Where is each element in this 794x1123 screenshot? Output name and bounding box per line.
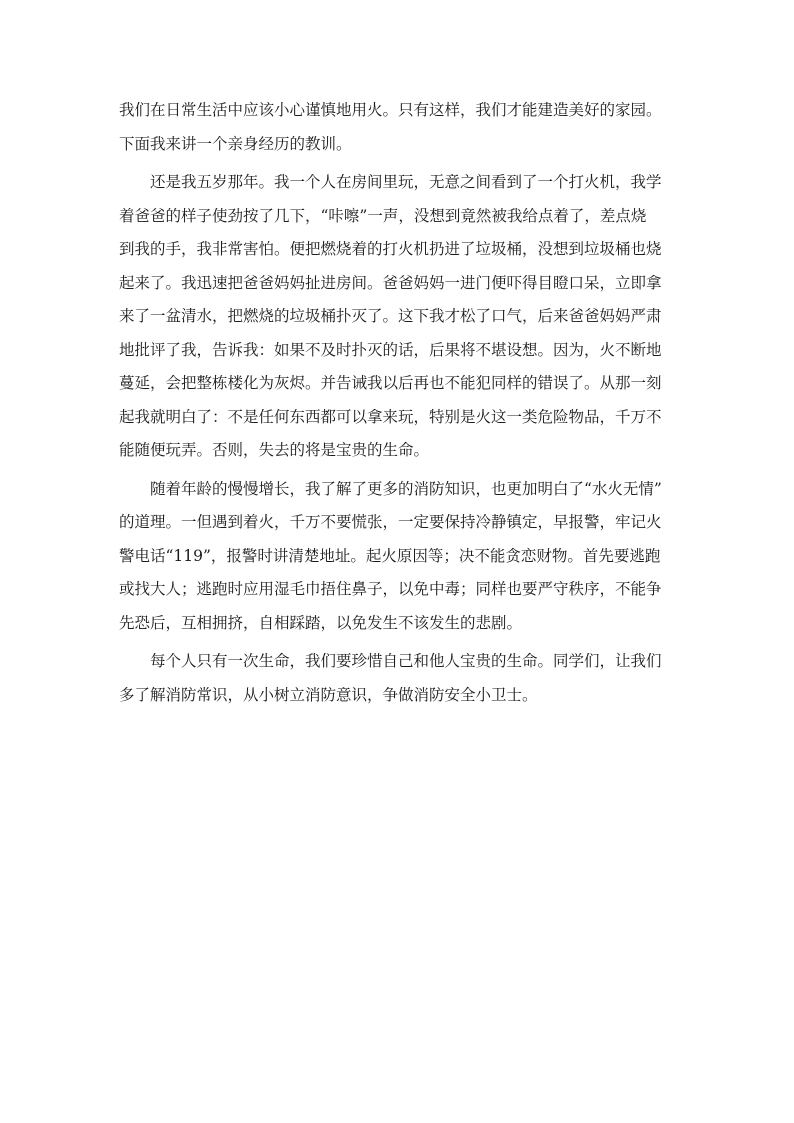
text-line: 还是我五岁那年。我一个人在房间里玩，无意之间看到了一个打火机，我学 [150,173,662,191]
text-line: 能随便玩弄。否则，失去的将是宝贵的生命。 [119,441,430,459]
text-line: 地批评了我，告诉我：如果不及时扑灭的话，后果将不堪设想。因为，火不断地 [119,340,662,359]
paragraph-3 [119,473,679,641]
text-line: 每个人只有一次生命，我们要珍惜自己和他人宝贵的生命。同学们，让我们 [150,652,662,670]
text-line: 蔓延，会把整栋楼化为灰烬。并告诫我以后再也不能犯同样的错误了。从那一刻 [119,374,662,392]
document-page [119,94,679,712]
text-line: 先恐后，互相拥挤，自相踩踏，以免发生不该发生的悲剧。 [119,613,523,632]
text-line: 随着年龄的慢慢增长，我了解了更多的消防知识，也更加明白了“水火无情” [150,479,662,498]
text-line: 的道理。一但遇到着火，千万不要慌张，一定要保持冷静镇定，早报警，牢记火 [119,513,662,531]
text-line: 或找大人；逃跑时应用湿毛巾捂住鼻子，以免中毒；同样也要严守秩序，不能争 [119,580,662,598]
text-line: 多了解消防常识，从小树立消防意识，争做消防安全小卫士。 [119,685,538,704]
text-line: 起我就明白了：不是任何东西都可以拿来玩，特别是火这一类危险物品，千万不 [119,407,662,426]
text-line: 下面我来讲一个亲身经历的教训。 [119,134,352,153]
text-line: 到我的手，我非常害怕。便把燃烧着的打火机扔进了垃圾桶，没想到垃圾桶也烧 [119,240,662,258]
text-line: 着爸爸的样子使劲按了几下，“咔嚓”一声，没想到竟然被我给点着了，差点烧 [119,206,647,225]
paragraph-1 [119,94,679,161]
paragraph-4 [119,645,679,712]
paragraph-2 [119,166,679,468]
text-line: 起来了。我迅速把爸爸妈妈扯进房间。爸爸妈妈一进门便吓得目瞪口呆，立即拿 [119,273,662,292]
text-line: 我们在日常生活中应该小心谨慎地用火。只有这样，我们才能建造美好的家园。 [119,101,662,119]
text-line: 来了一盆清水，把燃烧的垃圾桶扑灭了。这下我才松了口气，后来爸爸妈妈严肃 [119,307,662,325]
text-line: 警电话“119”，报警时讲清楚地址。起火原因等；决不能贪恋财物。首先要逃跑 [119,546,661,565]
